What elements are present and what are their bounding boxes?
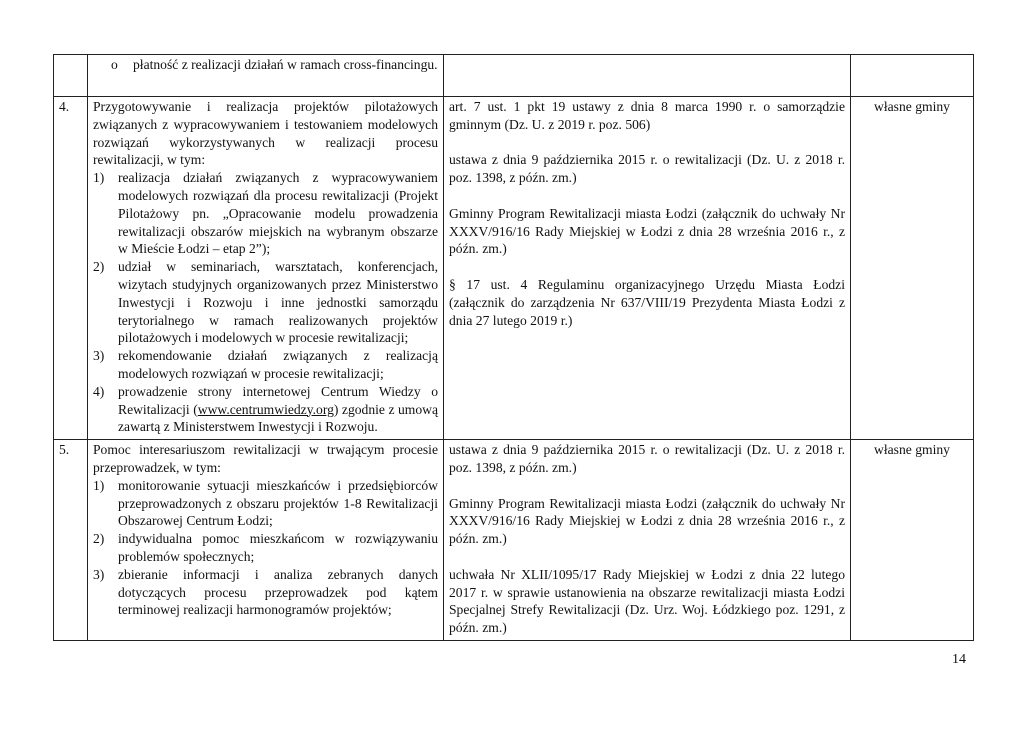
list-item: 2) indywidualna pomoc mieszkańcom w rozwiązywaniu problemów społecznych; bbox=[93, 531, 438, 564]
legal-basis-entry: ustawa z dnia 9 października 2015 r. o rewitalizacji (Dz. U. z 2018 r. poz. 1398, z późn. zm.) bbox=[449, 152, 845, 186]
table-row bbox=[54, 55, 974, 97]
legal-basis-entry: uchwała Nr XLII/1095/17 Rady Miejskiej w Łodzi z dnia 22 lutego 2017 r. w sprawie ustanowienia na obszarze rewitalizacji miasta Łodzi Specjalnej Strefy Rewitalizacji (Dz. Urz. Woj. Łódzkiego poz. 1291, z późn. zm.) bbox=[449, 566, 845, 636]
task-cell bbox=[88, 97, 444, 440]
legal-basis-entry: Gminny Program Rewitalizacji miasta Łodzi (załącznik do uchwały Nr XXXV/916/16 Rady Miejskiej w Łodzi z dnia 28 września 2016 r., z późn. zm.) bbox=[449, 205, 845, 257]
funding-source-cell: własne gminy bbox=[851, 440, 974, 641]
legal-basis-entry: § 17 ust. 4 Regulaminu organizacyjnego Urzędu Miasta Łodzi (załącznik do zarządzenia Nr 637/VIII/19 Prezydenta Miasta Łodzi z dnia 27 lutego 2019 r.) bbox=[449, 276, 845, 328]
page-number: 14 bbox=[952, 652, 966, 667]
row-number-cell: 4. bbox=[54, 97, 88, 440]
list-item: 3) rekomendowanie działań związanych z realizacją modelowych rozwiązań w procesie rewitalizacji; bbox=[93, 348, 438, 381]
table-row bbox=[54, 97, 974, 440]
legal-basis-entry: art. 7 ust. 1 pkt 19 ustawy z dnia 8 marca 1990 r. o samorządzie gminnym (Dz. U. z 2019 r. poz. 506) bbox=[449, 99, 845, 132]
task-intro: Pomoc interesariuszom rewitalizacji w trwającym procesie przeprowadzek, w tym: bbox=[93, 442, 438, 475]
task-intro: Przygotowywanie i realizacja projektów pilotażowych związanych z wypracowywaniem i testowaniem modelowych rozwiązań wykorzystywanych w realizacji procesu rewitalizacji, w tym: bbox=[93, 99, 438, 168]
legal-basis-cell bbox=[444, 97, 851, 440]
legal-basis-cell bbox=[444, 440, 851, 641]
legal-basis-entry: Gminny Program Rewitalizacji miasta Łodzi (załącznik do uchwały Nr XXXV/916/16 Rady Miejskiej w Łodzi z dnia 28 września 2016 r., z późn. zm.) bbox=[449, 495, 845, 547]
funding-source-cell bbox=[851, 55, 974, 97]
task-subitems bbox=[93, 169, 438, 436]
bullet-marker: o bbox=[111, 57, 118, 72]
tasks-table bbox=[53, 54, 974, 641]
list-item: 3) zbieranie informacji i analiza zebranych danych dotyczących procesu przeprowadzek pod kątem terminowej realizacji harmonogramów projektów; bbox=[93, 566, 438, 618]
row-number-cell: 5. bbox=[54, 440, 88, 641]
website-link[interactable]: www.centrumwiedzy.org bbox=[197, 401, 334, 417]
list-item: 4) prowadzenie strony internetowej Centrum Wiedzy o Rewitalizacji (www.centrumwiedzy.org) zgodnie z umową zawartą z Ministerstwem Inwestycji i Rozwoju. bbox=[93, 383, 439, 435]
task-subitems bbox=[93, 477, 438, 619]
funding-source-cell: własne gminy bbox=[851, 97, 974, 440]
task-cell bbox=[88, 55, 444, 97]
list-item: 1) realizacja działań związanych z wypracowywaniem modelowych rozwiązań dla procesu rewitalizacji (Projekt Pilotażowy pn. „Opracowanie modelu prowadzenia rewitalizacji obszarów miejskich na wybranym obszarze w Mieście Łodzi – etap 2”); bbox=[93, 170, 438, 257]
legal-basis-cell bbox=[444, 55, 851, 97]
list-item-text: płatność z realizacji działań w ramach cross-financingu. bbox=[133, 57, 438, 72]
task-cell bbox=[88, 440, 444, 641]
list-item: 2) udział w seminariach, warsztatach, konferencjach, wizytach studyjnych organizowanych przez Ministerstwo Inwestycji i Rozwoju i inne jednostki samorządu terytorialnego w ramach realizowanych projektów pilotażowych i modelowych w procesie rewitalizacji; bbox=[93, 259, 438, 346]
list-item: 1) monitorowanie sytuacji mieszkańców i przedsiębiorców przeprowadzonych z obszaru projektów 1-8 Rewitalizacji Obszarowej Centrum Łodzi; bbox=[93, 477, 438, 529]
table-row bbox=[54, 440, 974, 641]
legal-basis-entry: ustawa z dnia 9 października 2015 r. o rewitalizacji (Dz. U. z 2018 r. poz. 1398, z późn. zm.) bbox=[449, 442, 845, 475]
row-number-cell bbox=[54, 55, 88, 97]
list-item bbox=[93, 56, 438, 74]
